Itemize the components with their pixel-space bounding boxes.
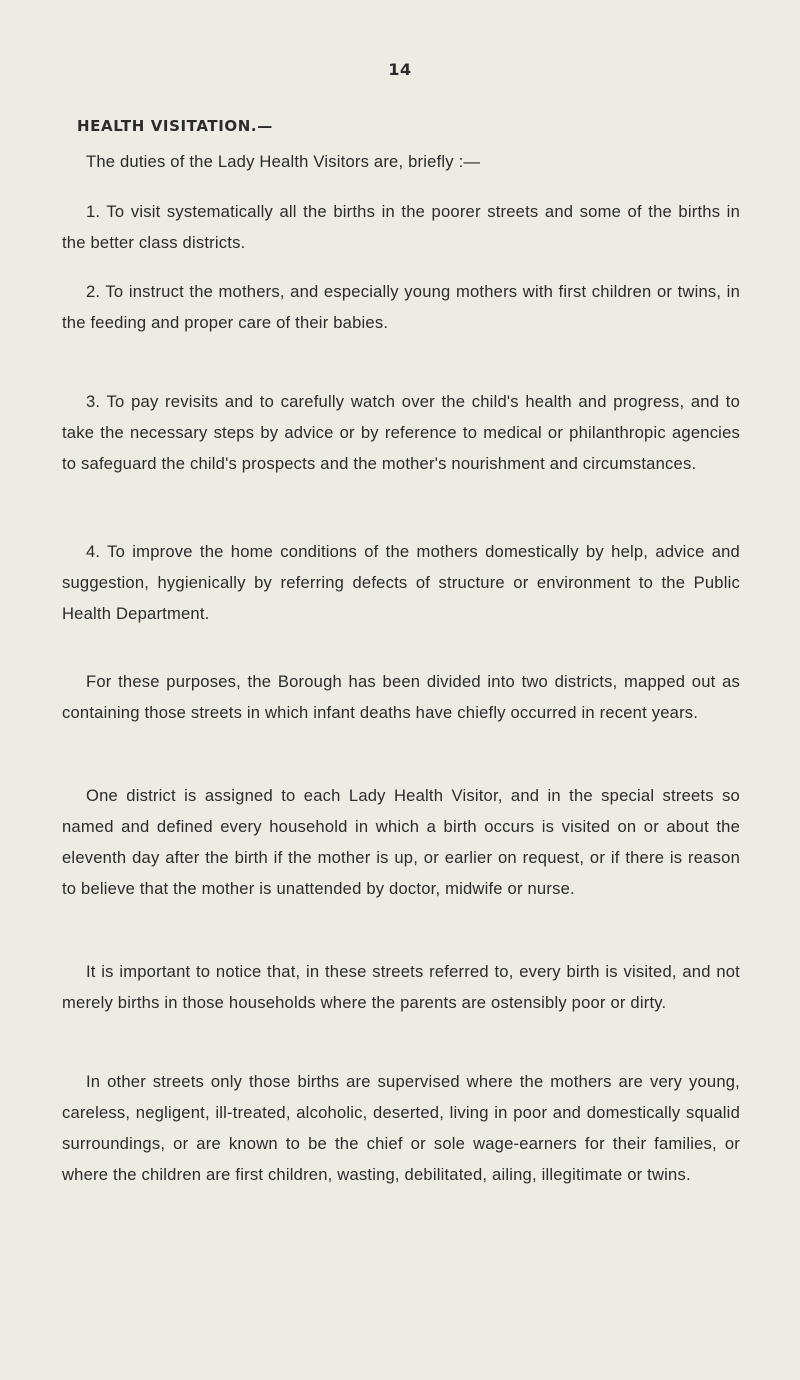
body-paragraph-visits: One district is assigned to each Lady Health Visitor, and in the special streets so named and defined every household in which a birth occurs is visited on or about the eleventh day after the birth if the mother is up, or earlier on request, or if there is reason to believe that the mother is unattended by doctor, midwife or nurse. (62, 786, 740, 898)
section-heading: HEALTH VISITATION.— (77, 117, 273, 135)
duty-item-1: 1. To visit systematically all the births in the poorer streets and some of the births in the better class districts. (62, 202, 740, 252)
body-paragraph-districts: For these purposes, the Borough has been divided into two districts, mapped out as containing those streets in which infant deaths have chiefly occurred in recent years. (62, 672, 740, 722)
page-number: 14 (388, 60, 412, 79)
intro-paragraph: The duties of the Lady Health Visitors are, briefly :— (86, 152, 481, 171)
body-paragraph-every-birth: It is important to notice that, in these streets referred to, every birth is visited, and not merely births in those households where the parents are ostensibly poor or dirty. (62, 962, 740, 1012)
body-paragraph-other-streets: In other streets only those births are supervised where the mothers are very young, careless, negligent, ill-treated, alcoholic, deserted, living in poor and domestically squalid surroundings, or are known to be the chief or sole wage-earners for their families, or where the children are first children, wasting, debilitated, ailing, illegitimate or twins. (62, 1072, 740, 1184)
duty-item-4: 4. To improve the home conditions of the mothers domestically by help, advice and suggestion, hygienically by referring defects of structure or environment to the Public Health Department. (62, 542, 740, 623)
duty-item-3: 3. To pay revisits and to carefully watch over the child's health and progress, and to take the necessary steps by advice or by reference to medical or philanthropic agencies to safeguard the child's prospects and the mother's nourishment and circumstances. (62, 392, 740, 473)
duty-item-2: 2. To instruct the mothers, and especially young mothers with first children or twins, in the feeding and proper care of their babies. (62, 282, 740, 332)
